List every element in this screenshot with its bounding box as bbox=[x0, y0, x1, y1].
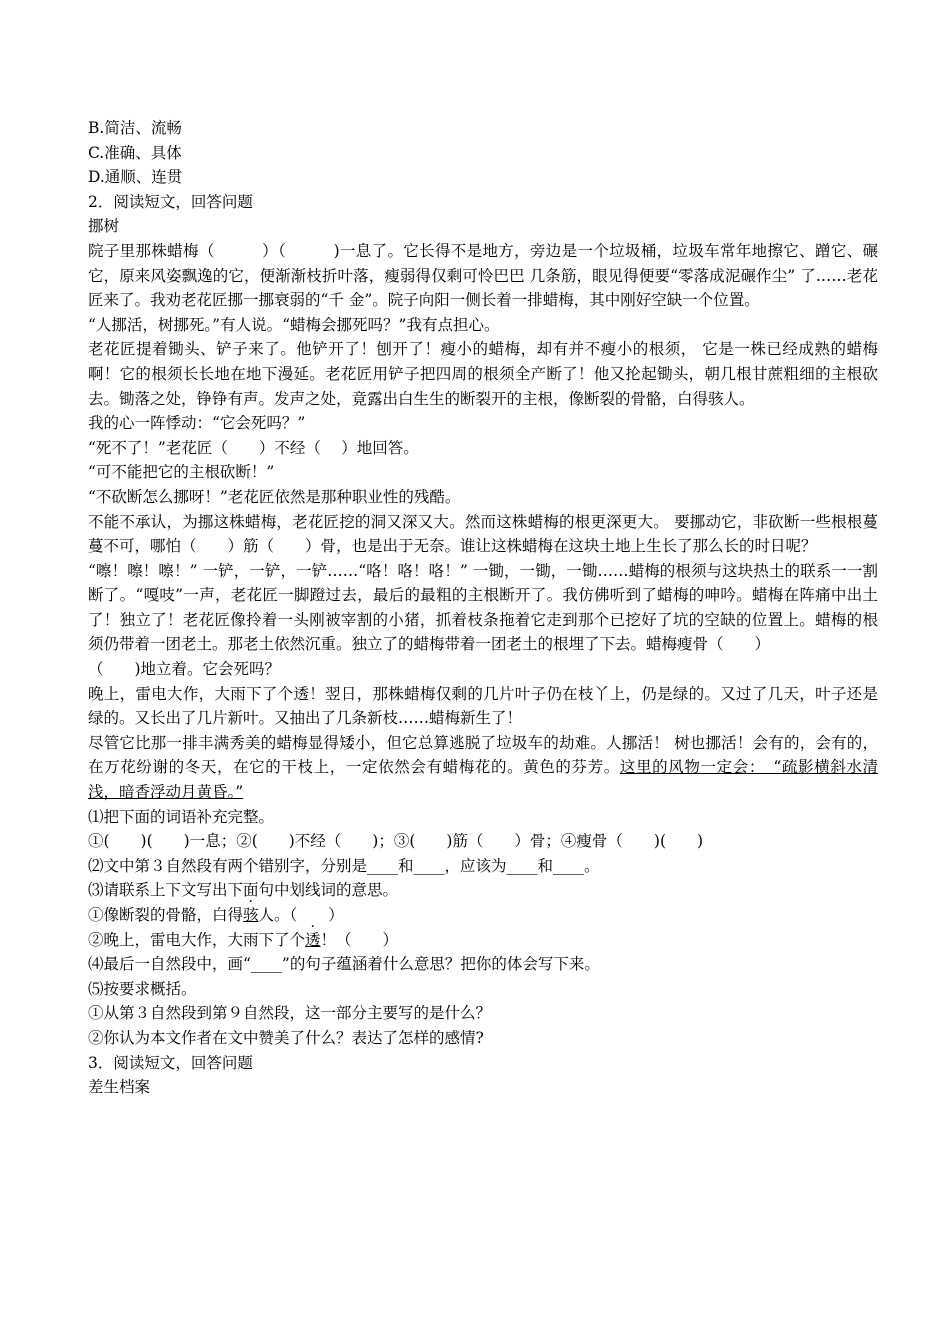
q3a-after: 人。（ ） bbox=[258, 906, 344, 924]
q3b-after: ！（ ） bbox=[320, 930, 399, 949]
section3-title: 差生档案 bbox=[88, 1078, 151, 1097]
paragraph-12-text: 尽管它比那一排丰满秀美的蜡梅显得矮小，但它总算逃脱了垃圾车的劫难。人挪活！ 树也挪活！会有的，会有的，在万花纷谢的冬天，在它的干枝上，一定依然会有蜡梅花的。黄色的芬芳。 bbox=[88, 733, 878, 777]
q3a-marked-word: 骇 bbox=[243, 906, 259, 924]
question-3-a bbox=[88, 903, 878, 928]
underlined-sentence: 这里的风物一定会： “疏影横斜水清浅，暗香浮动月黄昏。” bbox=[88, 758, 878, 802]
question-5-b: ②你认为本文作者在文中赞美了什么？表达了怎样的感情? bbox=[88, 1028, 484, 1047]
paragraph-5: “死不了！”老花匠（ ）不经（ ）地回答。 bbox=[88, 438, 419, 457]
question-4: ⑷最后一自然段中，画“____”的句子蕴涵着什么意思？把你的体会写下来。 bbox=[88, 955, 600, 974]
paragraph-6: “可不能把它的主根砍断！” bbox=[88, 463, 275, 482]
section2-title: 挪树 bbox=[88, 217, 120, 236]
question-1-items: ①( )( )一息；②( )不经（ )；③( )筋（ ）骨；④瘦骨（ )( ) bbox=[88, 832, 704, 851]
option-d: D.通顺、连贯 bbox=[88, 168, 183, 187]
question-5: ⑸按要求概括。 bbox=[88, 979, 197, 998]
section3-heading: 3．阅读短文，回答问题 bbox=[88, 1053, 253, 1072]
paragraph-4: 我的心一阵悸动：“它会死吗？” bbox=[88, 414, 306, 433]
q3b-marked-word: 透 bbox=[305, 930, 321, 949]
document-page bbox=[88, 116, 878, 1100]
paragraph-10: （ )地立着。它会死吗？ bbox=[88, 660, 281, 679]
paragraph-12 bbox=[88, 731, 878, 805]
paragraph-3: 老花匠提着锄头、铲子来了。他铲开了！刨开了！瘦小的蜡梅，却有并不瘦小的根须， 它是一株已经成熟的蜡梅啊！它的根须长长地在地下漫延。老花匠用铲子把四周的根须全产断了！他又抡起锄头，朝几根甘蔗粗细的主根砍去。锄落之处，铮铮有声。发声之处，竟露出白生生的断裂开的主根，像断裂的骨骼，白得骇人。 bbox=[88, 340, 878, 408]
q3b-before: ②晚上，雷电大作，大雨下了个 bbox=[88, 930, 306, 949]
paragraph-11: 晚上，雷电大作，大雨下了个透！翌日，那株蜡梅仅剩的几片叶子仍在枝丫上，仍是绿的。又过了几天，叶子还是绿的。又长出了几片新叶。又抽出了几条新枝……蜡梅新生了！ bbox=[88, 684, 878, 728]
section2-heading: 2．阅读短文，回答问题 bbox=[88, 192, 253, 211]
q3a-before: ①像断裂的骨骼，白得 bbox=[88, 906, 244, 924]
question-1: ⑴把下面的词语补充完整。 bbox=[88, 807, 275, 826]
question-3-b bbox=[88, 928, 878, 953]
option-c: C.准确、具体 bbox=[88, 143, 182, 162]
paragraph-2: “人挪活，树挪死。”有人说。“蜡梅会挪死吗？”我有点担心。 bbox=[88, 315, 500, 334]
paragraph-9: “嚓！嚓！嚓！” 一铲，一铲，一铲……“咯！咯！咯！” 一锄，一锄，一锄……蜡梅的根须与这块热土的联系一一割断了。“嘎吱”一声，老花匠一脚蹬过去，最后的最粗的主根断开了。我仿佛听到了蜡梅的呻吟。蜡梅在阵痛中出土了！独立了！老花匠像拎着一头刚被宰割的小猪，抓着枝条拖着它走到那个已挖好了坑的空缺的位置上。蜡梅的根须仍带着一团老土。那老土依然沉重。独立了的蜡梅带着一团老土的根埋了下去。蜡梅瘦骨（ ） bbox=[88, 561, 878, 654]
question-2: ⑵文中第３自然段有两个错别字，分别是____和____，应该为____和____。 bbox=[88, 856, 600, 875]
question-3: ⑶请联系上下文写出下面句中划线词的意思。 bbox=[88, 881, 399, 900]
paragraph-7: “不砍断怎么挪呀！”老花匠依然是那种职业性的残酷。 bbox=[88, 487, 461, 506]
paragraph-1: 院子里那株蜡梅（ ）（ )一息了。它长得不是地方，旁边是一个垃圾桶，垃圾车常年地擦它、蹭它、碾它，原来风姿飘逸的它，便渐渐枝折叶落，瘦弱得仅剩可怜巴巴 几条筋，眼见得便要“零落成泥碾作尘” 了……老花匠来了。我劝老花匠挪一挪衰弱的“千 金”。院子向阳一侧长着一排蜡梅，其中刚好空缺一个位置。 bbox=[88, 241, 878, 310]
option-b: B.简洁、流畅 bbox=[88, 119, 182, 137]
paragraph-8: 不能不承认，为挪这株蜡梅，老花匠挖的洞又深又大。然而这株蜡梅的根更深更大。 要挪动它，非砍断一些根根蔓蔓不可，哪怕（ ）筋（ ）骨，也是出于无奈。谁让这株蜡梅在这块土地上生长了那么长的时日呢？ bbox=[88, 512, 878, 556]
question-5-a: ①从第３自然段到第９自然段，这一部分主要写的是什么？ bbox=[88, 1004, 492, 1023]
